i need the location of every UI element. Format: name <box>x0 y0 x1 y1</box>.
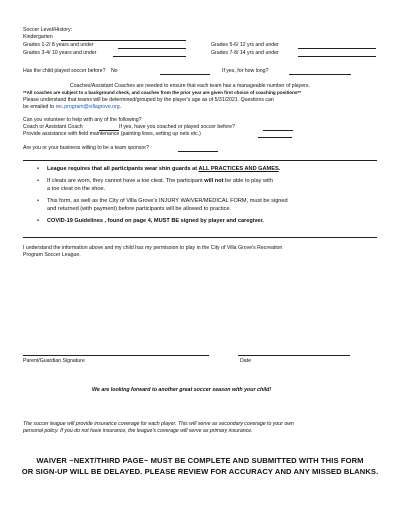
bullet-dot-icon: • <box>37 166 39 172</box>
coached-before-blank[interactable] <box>263 130 293 131</box>
section-divider-top <box>23 160 377 161</box>
footer-warning-line-1: WAIVER ~NEXT/THIRD PAGE~ MUST BE COMPLETE AND SUBMITTED WITH THIS FORM <box>36 456 364 465</box>
cleats-text-d: a toe cleat on the shoe. <box>47 186 106 192</box>
email-link[interactable]: rec.program@villagrove.org <box>55 103 120 110</box>
played-before-no: No <box>110 68 118 74</box>
kindergarten-label: Kindergarten <box>23 34 53 40</box>
played-before-question <box>23 68 118 75</box>
grades-3-4-blank[interactable] <box>113 56 186 57</box>
kindergarten-blank[interactable] <box>61 40 186 41</box>
insurance-line-1: The soccer league will provide insurance coverage for each player. This will serve as secondary coverage to your own <box>23 421 294 427</box>
grades-1-2-label: Grades 1-2/ 8 years and under <box>23 42 94 48</box>
insurance-line-2: personal policy. If you do not have insurance, the league's coverage will serve as primary insurance. <box>23 428 253 434</box>
cleats-will-not: will not <box>204 178 224 184</box>
shin-guards-period: . <box>278 166 281 172</box>
shin-guards-emphasis: ALL PRACTICES AND GAMES <box>198 166 279 172</box>
form-waiver-text-b: and returned (with payment) before participants will be allowed to practice. <box>47 206 232 212</box>
coaches-background-note: **All coaches are subject to a background check, and coaches from the prior year are given first choice of coaching positions** <box>23 90 302 95</box>
grades-7-8-label: Grades 7-8/ 14 yrs and under <box>211 50 279 56</box>
closing-message: We are looking forward to another great soccer season with your child! <box>92 387 272 393</box>
grades-3-4-label: Grades 3-4/ 10 years and under <box>23 50 97 56</box>
bullet-cleats <box>37 178 273 185</box>
footer-warning-line-2: OR SIGN-UP WILL BE DELAYED. PLEASE REVIEW FOR ACCURACY AND ANY MISSED BLANKS. <box>21 467 379 476</box>
played-before-no-blank[interactable] <box>160 74 210 75</box>
grades-5-6-label: Grades 5-6/ 12 yrs and under <box>211 42 279 48</box>
grades-1-2-blank[interactable] <box>118 48 186 49</box>
bullet-covid <box>37 218 264 225</box>
coached-before-label: If yes, have you coached or played soccer before? <box>119 124 235 130</box>
section-divider-middle <box>23 237 377 238</box>
cleats-text-a: If cleats are worn, they cannot have a toe cleat. The participant <box>47 178 205 184</box>
permission-line-2: Program Soccer League. <box>23 252 81 258</box>
cleats-text-c: be able to play with <box>223 178 273 184</box>
coach-line-label: Coach or Assistant Coach <box>23 124 83 130</box>
date-line[interactable] <box>238 355 350 356</box>
how-long-label: If yes, for how long? <box>222 68 269 74</box>
grades-5-6-blank[interactable] <box>298 48 376 49</box>
played-before-text: Has the child played soccer before? <box>23 68 106 74</box>
coaches-intro: Coaches/Assistant Coaches are needed to ensure that each team has a manageable number of players. <box>70 83 310 89</box>
bullet-form-waiver <box>37 198 288 205</box>
parent-signature-line[interactable] <box>23 355 209 356</box>
grades-7-8-blank[interactable] <box>298 56 376 57</box>
field-maintenance-blank[interactable] <box>258 137 292 138</box>
coaches-email-line <box>23 104 121 111</box>
bullet-dot-icon: • <box>37 218 39 224</box>
sponsor-question: Are you or your business willing to be a team sponsor? <box>23 145 150 151</box>
permission-line-1: I understand the information above and my child has my permission to play in the City of Villa Grove's Recreation <box>23 245 283 251</box>
date-label: Date <box>240 358 251 364</box>
soccer-history-heading: Soccer Level/History: <box>23 27 73 33</box>
bullet-dot-icon: • <box>37 178 39 184</box>
form-waiver-text-a: This form, as well as the City of Villa Grove's INJURY WAIVER/MEDICAL FORM, must be signed <box>47 198 288 204</box>
shin-guards-text: League requires that all participants wear shin guards at <box>47 166 199 172</box>
sponsor-blank[interactable] <box>178 151 218 152</box>
bullet-dot-icon: • <box>37 198 39 204</box>
email-prefix: be emailed to <box>23 103 56 110</box>
volunteer-question: Can you volunteer to help with any of the following? <box>23 117 142 123</box>
email-suffix: . <box>119 103 122 110</box>
how-long-blank[interactable] <box>289 74 351 75</box>
field-maintenance-label: Provide assistance with field maintenance (painting lines, setting up nets etc.) <box>23 131 201 137</box>
parent-signature-label: Parent/Guardian Signature <box>23 358 85 364</box>
bullet-shin-guards <box>37 166 281 173</box>
covid-text: COVID-19 Guidelines , found on page 4, MUST BE signed by player and caregiver. <box>47 218 264 224</box>
kindergarten-row <box>23 34 53 41</box>
coaches-grouping-note: Please understand that teams will be determined/grouped by the player's age as of 5/31/2021. Questions can <box>23 96 274 103</box>
